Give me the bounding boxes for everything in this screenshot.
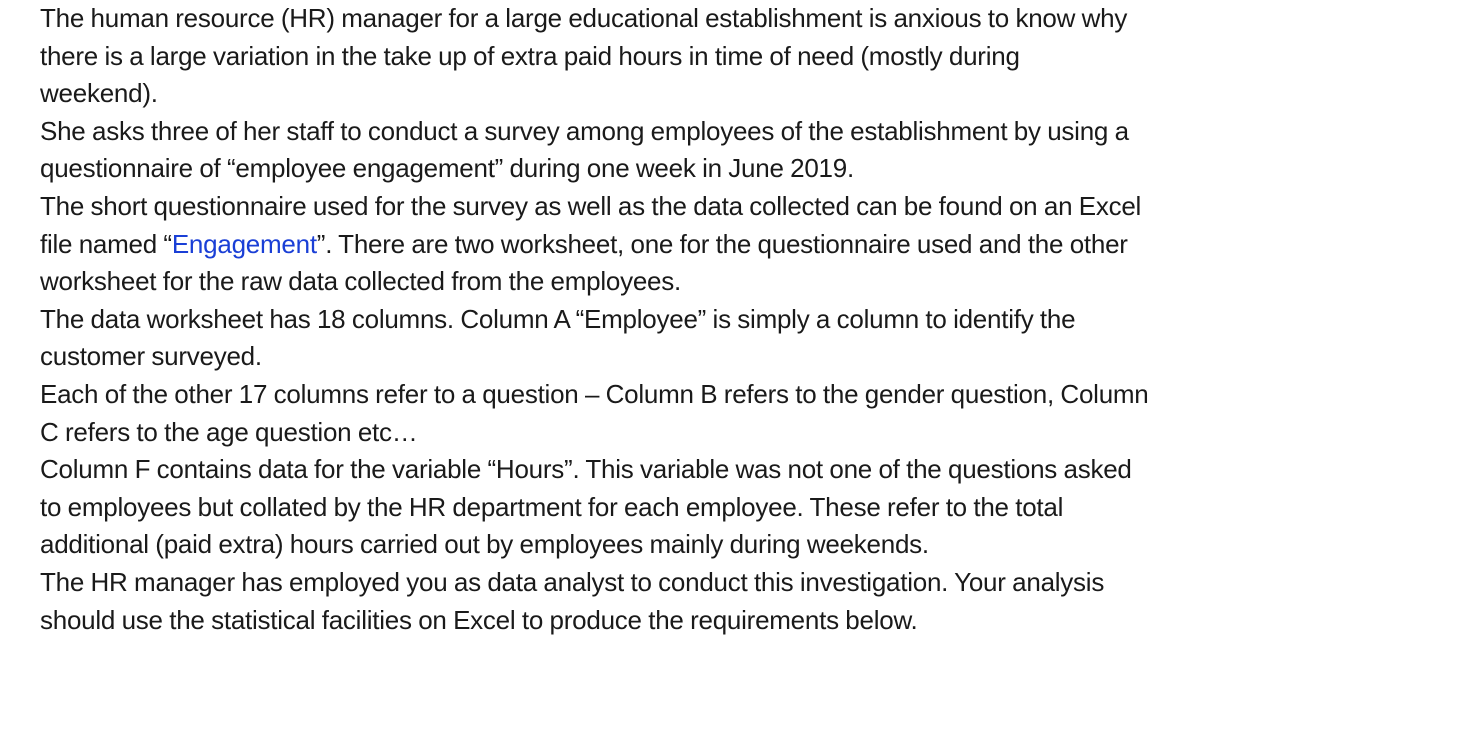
text-line: questionnaire of “employee engagement” during one week in June 2019. <box>40 153 854 184</box>
text-line: The data worksheet has 18 columns. Column A “Employee” is simply a column to identify the <box>40 303 1076 334</box>
text-line: weekend). <box>40 78 158 109</box>
text-line: The HR manager has employed you as data analyst to conduct this investigation. Your analysis <box>40 566 1105 597</box>
text-segment: ”. There are two worksheet, one for the questionnaire used and the other <box>316 228 1128 259</box>
engagement-file-link[interactable]: Engagement <box>171 228 317 259</box>
text-line: worksheet for the raw data collected from the employees. <box>40 266 681 297</box>
paragraph-survey <box>40 113 1471 188</box>
text-line: customer surveyed. <box>40 341 262 372</box>
paragraph-intro <box>40 0 1471 113</box>
text-line: there is a large variation in the take up of extra paid hours in time of need (mostly during <box>40 40 1020 71</box>
paragraph-analyst-task <box>40 564 1471 639</box>
text-line: should use the statistical facilities on Excel to produce the requirements below. <box>40 604 918 635</box>
text-line: She asks three of her staff to conduct a survey among employees of the establishment by using a <box>40 115 1129 146</box>
text-segment: file named “ <box>40 228 172 259</box>
text-line: additional (paid extra) hours carried out by employees mainly during weekends. <box>40 529 929 560</box>
text-line: The short questionnaire used for the survey as well as the data collected can be found on an Excel <box>40 190 1142 221</box>
paragraph-data-worksheet <box>40 301 1471 376</box>
text-line: C refers to the age question etc… <box>40 416 418 447</box>
paragraph-hours-variable <box>40 451 1471 564</box>
text-line: Column F contains data for the variable “Hours”. This variable was not one of the questions asked <box>40 454 1132 485</box>
text-line <box>40 226 1471 264</box>
text-line: Each of the other 17 columns refer to a question – Column B refers to the gender question, Column <box>40 378 1149 409</box>
paragraph-columns <box>40 376 1471 451</box>
paragraph-questionnaire-file <box>40 188 1471 301</box>
text-line: The human resource (HR) manager for a large educational establishment is anxious to know why <box>40 3 1128 33</box>
text-line: to employees but collated by the HR department for each employee. These refer to the total <box>40 491 1064 522</box>
